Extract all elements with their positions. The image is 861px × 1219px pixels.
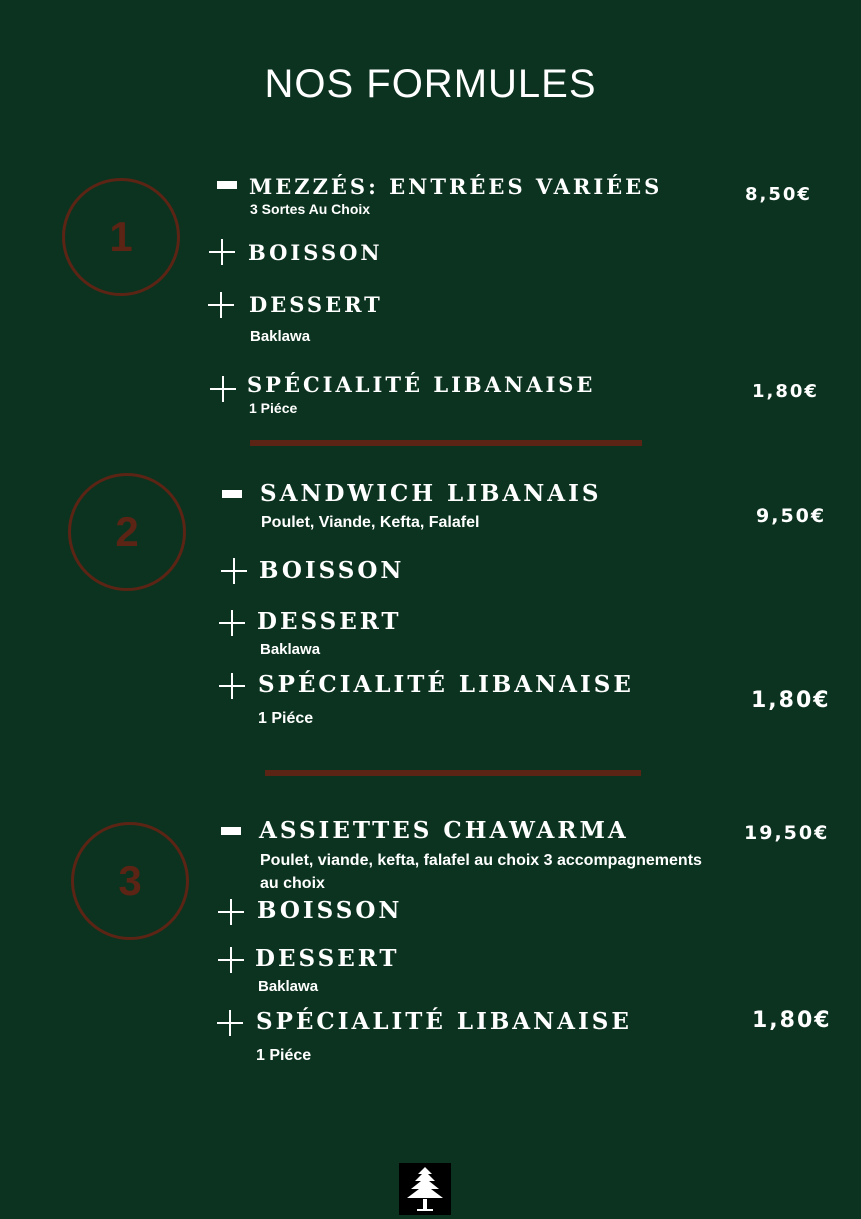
main-item-price: 9,50€: [756, 505, 827, 527]
main-item-description: Poulet, viande, kefta, falafel au choix 3 accompagnements: [260, 852, 702, 869]
main-item-label: ASSIETTES CHAWARMA: [259, 817, 629, 844]
section-divider: [250, 440, 642, 446]
plus-icon: [221, 558, 247, 584]
main-item-label: SANDWICH LIBANAIS: [260, 480, 602, 507]
main-item-price: 8,50€: [745, 184, 812, 205]
dessert-description: Baklawa: [260, 641, 321, 658]
plus-icon: [219, 673, 245, 699]
formula-number-badge: 2: [68, 473, 186, 591]
formula-number-badge: 1: [62, 178, 180, 296]
minus-icon: [221, 827, 241, 835]
specialty-price: 1,80€: [752, 1008, 832, 1033]
drink-label: BOISSON: [259, 557, 405, 584]
plus-icon: [210, 376, 234, 400]
page-title: NOS FORMULES: [264, 62, 597, 106]
specialty-description: 1 Piéce: [256, 1047, 312, 1064]
main-item-description: 3 Sortes Au Choix: [250, 201, 371, 217]
dessert-label: DESSERT: [257, 608, 402, 635]
section-divider: [265, 770, 641, 776]
plus-icon: [218, 899, 244, 925]
drink-label: BOISSON: [257, 897, 403, 924]
specialty-description: 1 Piéce: [258, 710, 314, 727]
main-item-price: 19,50€: [744, 822, 830, 844]
specialty-price: 1,80€: [751, 688, 831, 713]
plus-icon: [219, 610, 245, 636]
minus-icon: [217, 181, 237, 189]
specialty-label: SPÉCIALITÉ LIBANAISE: [247, 372, 596, 397]
dessert-label: DESSERT: [255, 945, 400, 972]
plus-icon: [218, 947, 244, 973]
plus-icon: [217, 1010, 243, 1036]
specialty-price: 1,80€: [752, 381, 819, 402]
drink-label: BOISSON: [248, 240, 383, 265]
specialty-label: SPÉCIALITÉ LIBANAISE: [256, 1008, 632, 1035]
specialty-label: SPÉCIALITÉ LIBANAISE: [258, 671, 634, 698]
main-item-label: MEZZÉS: ENTRÉES VARIÉES: [249, 174, 663, 199]
plus-icon: [209, 239, 235, 265]
main-item-description-continued: au choix: [260, 875, 325, 892]
minus-icon: [222, 490, 242, 498]
cedar-tree-graphic: [399, 1163, 451, 1215]
dessert-description: Baklawa: [258, 978, 319, 995]
main-item-description: Poulet, Viande, Kefta, Falafel: [261, 514, 480, 531]
specialty-description: 1 Piéce: [249, 400, 298, 416]
plus-icon: [208, 292, 234, 318]
formula-number-badge: 3: [71, 822, 189, 940]
dessert-description: Baklawa: [250, 328, 311, 345]
dessert-label: DESSERT: [249, 292, 383, 317]
cedar-tree-icon: [399, 1163, 451, 1215]
